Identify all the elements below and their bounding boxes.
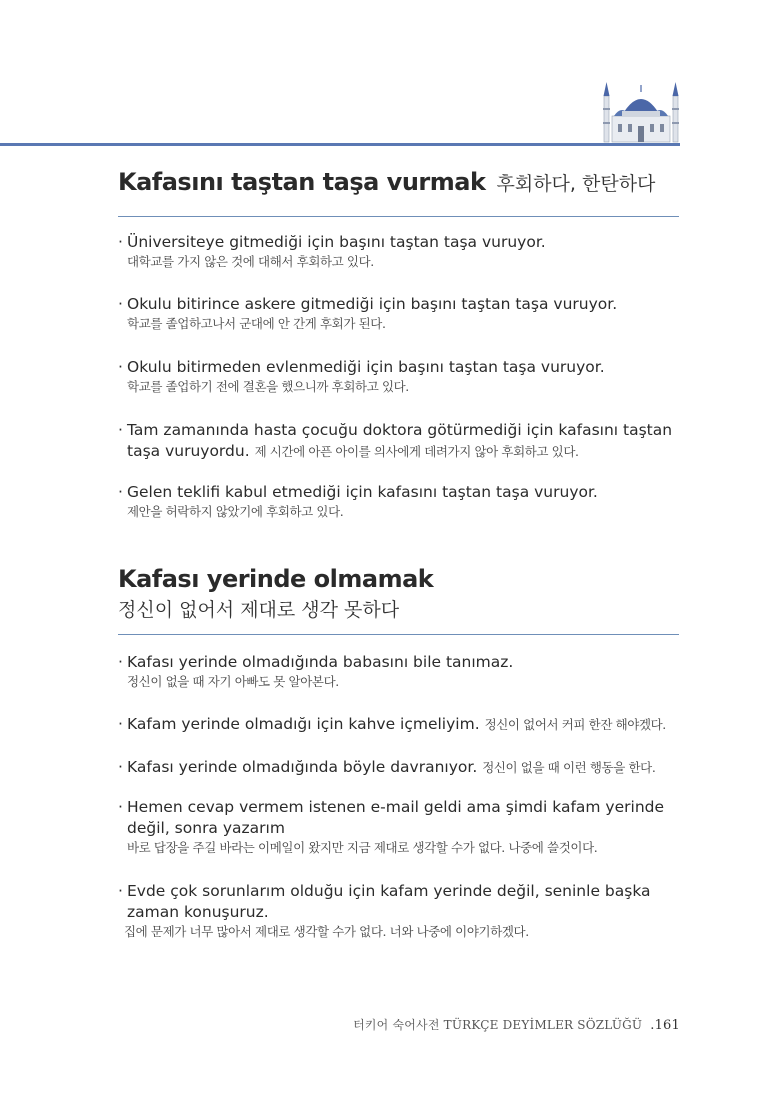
example-korean: 제 시간에 아픈 아이를 의사에게 데려가지 않아 후회하고 있다. [254,444,579,459]
example-turkish: değil, sonra yazarım [127,819,285,837]
example-turkish: Kafası yerinde olmadığında babasını bile tanımaz. [127,653,514,671]
example-item [118,652,683,691]
example-item [118,757,683,778]
page-number: .161 [650,1018,680,1033]
bullet: · [118,233,123,251]
example-korean: 정신이 없어서 커피 한잔 해야겠다. [484,717,666,732]
example-korean: 바로 답장을 주길 바라는 이메일이 왔지만 지금 제대로 생각할 수가 없다. 나중에 쓸것이다. [127,840,598,855]
example-turkish: Kafam yerinde olmadığı için kahve içmeliyim. [127,715,480,733]
example-korean: 제안을 허락하지 않았기에 후회하고 있다. [127,504,344,519]
example-turkish: Üniversiteye gitmediği için başını taştan taşa vuruyor. [127,233,546,251]
idiom-meaning: 정신이 없어서 제대로 생각 못하다 [118,599,400,621]
idiom-title: Kafasını taştan taşa vurmak [118,168,486,196]
bullet: · [118,653,123,671]
example-item [118,714,683,735]
example-turkish: taşa vuruyordu. [127,442,250,460]
example-korean: 대학교를 가지 않은 것에 대해서 후회하고 있다. [127,254,374,269]
bullet: · [118,882,123,900]
bullet: · [118,358,123,376]
example-item [118,797,683,857]
example-turkish: Gelen teklifi kabul etmediği için kafasını taştan taşa vuruyor. [127,483,598,501]
page-footer [353,1016,680,1033]
bullet: · [118,798,123,816]
entry-heading [118,565,433,622]
example-korean: 학교를 졸업하고나서 군대에 안 간게 후회가 된다. [127,316,386,331]
example-turkish: Evde çok sorunlarım olduğu için kafam yerinde değil, seninle başka [127,882,651,900]
example-turkish: Kafası yerinde olmadığında böyle davranıyor. [127,758,478,776]
example-korean: 학교를 졸업하기 전에 결혼을 했으니까 후회하고 있다. [127,379,409,394]
example-item [118,881,683,941]
bullet: · [118,421,123,439]
example-item [118,420,683,462]
example-turkish: Tam zamanında hasta çocuğu doktora götürmediği için kafasını taştan [127,421,673,439]
entry-rule [118,634,679,635]
example-korean: 정신이 없을 때 이런 행동을 한다. [482,760,656,775]
entry-rule [118,216,679,217]
example-item [118,482,683,521]
mosque-icon [600,78,682,144]
example-turkish: Okulu bitirince askere gitmediği için başını taştan taşa vuruyor. [127,295,618,313]
example-item [118,294,683,333]
example-korean: 집에 문제가 너무 많아서 제대로 생각할 수가 없다. 너와 나중에 이야기하겠다. [124,924,529,939]
example-korean: 정신이 없을 때 자기 아빠도 못 알아본다. [127,674,339,689]
idiom-title: Kafası yerinde olmamak [118,565,434,593]
idiom-meaning: 후회하다, 한탄하다 [496,173,656,195]
header-rule [0,143,680,146]
bullet: · [118,715,123,733]
bullet: · [118,483,123,501]
bullet: · [118,758,123,776]
example-turkish: zaman konuşuruz. [127,903,269,921]
example-turkish: Hemen cevap vermem istenen e-mail geldi ama şimdi kafam yerinde [127,798,665,816]
example-item [118,232,683,271]
example-item [118,357,683,396]
footer-title: 터키어 숙어사전 TÜRKÇE DEYİMLER SÖZLÜĞÜ [353,1018,643,1032]
example-turkish: Okulu bitirmeden evlenmediği için başını taştan taşa vuruyor. [127,358,605,376]
bullet: · [118,295,123,313]
entry-heading [118,168,655,196]
